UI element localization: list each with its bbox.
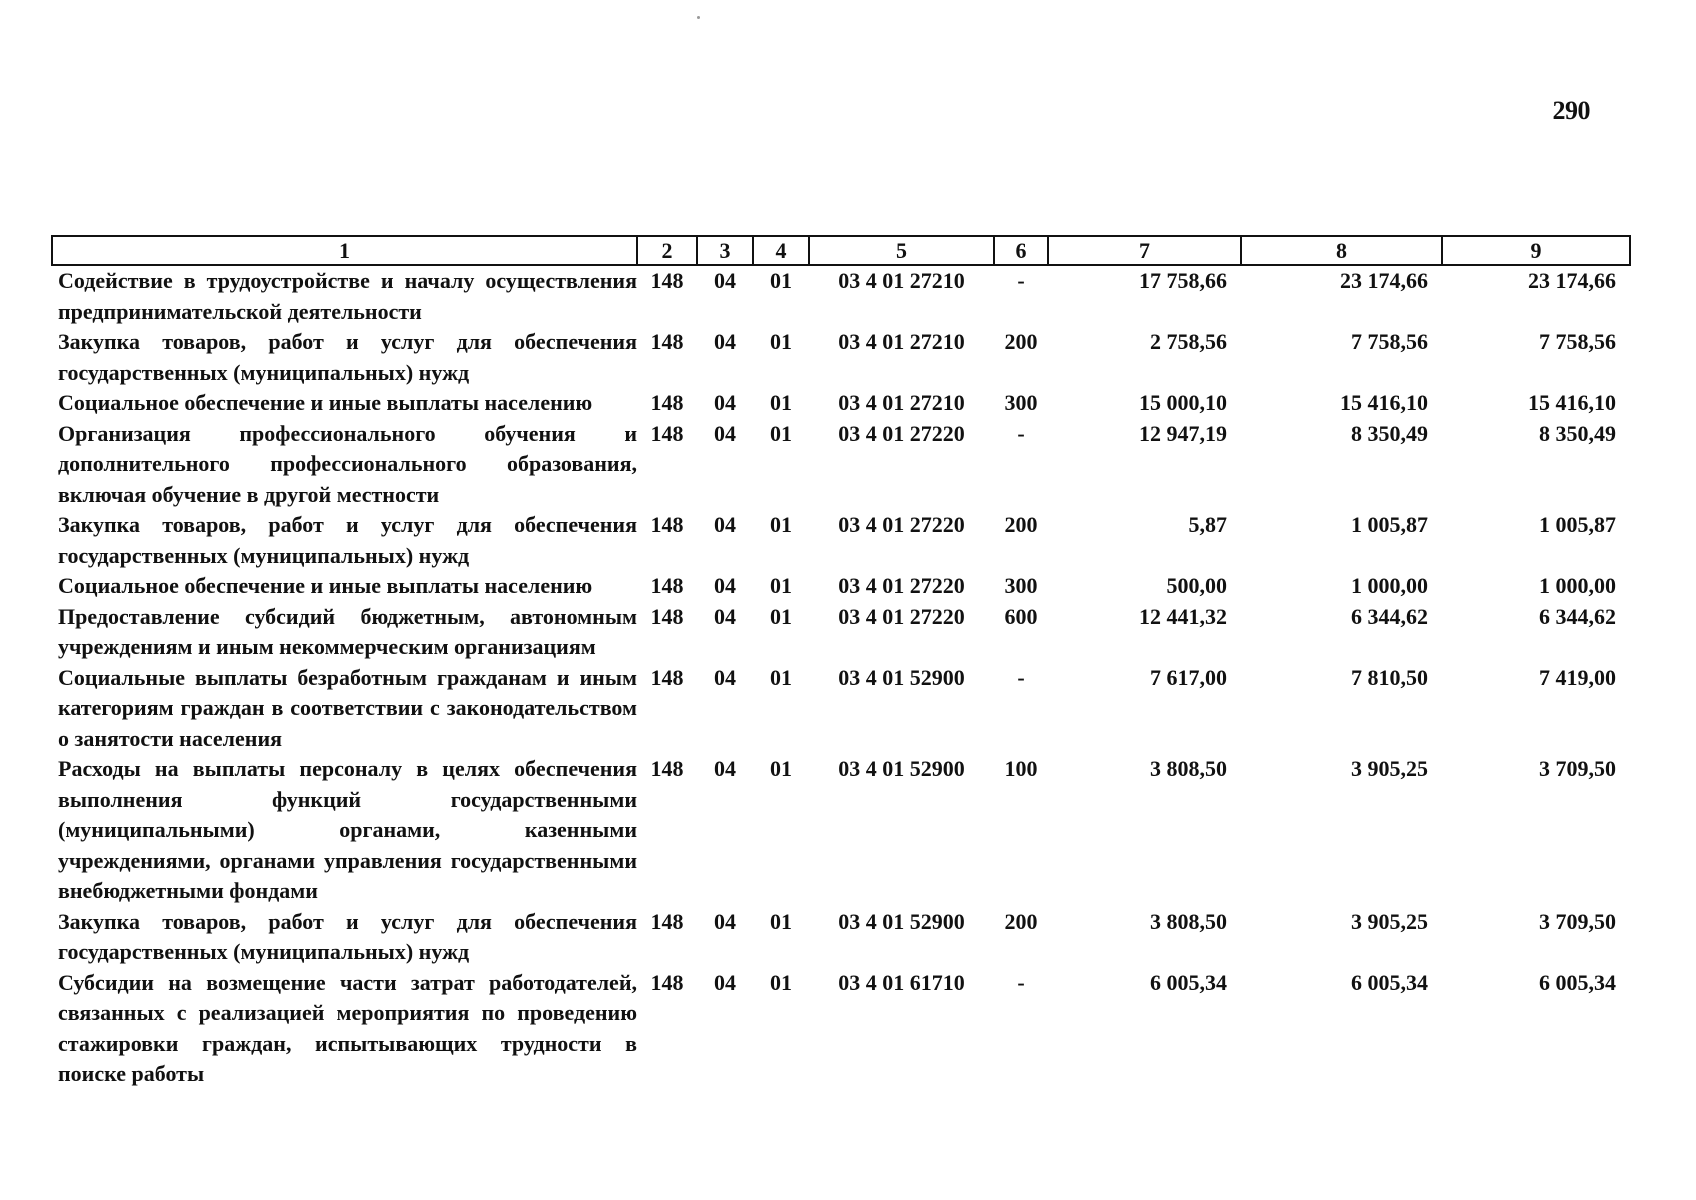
row-description: Социальное обеспечение и иные выплаты населению [58, 390, 593, 415]
column-header: 5 [809, 236, 994, 265]
table-row [52, 265, 1630, 327]
section-code: 04 [714, 908, 736, 934]
ministry-code: 148 [650, 512, 684, 537]
ministry-code: 148 [650, 603, 684, 629]
amount-col-7: 7 617,00 [1150, 664, 1227, 690]
column-header: 7 [1048, 236, 1241, 265]
section-code: 04 [714, 756, 736, 781]
column-header: 1 [52, 236, 637, 265]
amount-col-7: 15 000,10 [1139, 390, 1227, 415]
table-row [52, 663, 1630, 755]
amount-col-8: 7 758,56 [1351, 329, 1428, 354]
expense-type-code: - [1017, 664, 1025, 690]
ministry-code: 148 [650, 573, 684, 598]
section-code: 04 [714, 603, 736, 629]
table-row [52, 602, 1630, 663]
target-article-code: 03 4 01 27210 [838, 329, 965, 354]
table-row [52, 419, 1630, 511]
row-description: Социальное обеспечение и иные выплаты населению [58, 573, 593, 598]
amount-col-9: 3 709,50 [1539, 756, 1616, 781]
amount-col-8: 1 005,87 [1351, 512, 1428, 537]
section-code: 04 [714, 390, 736, 415]
column-header: 9 [1442, 236, 1630, 265]
expense-type-code: 300 [1004, 390, 1038, 415]
row-description: Закупка товаров, работ и услуг для обеспечения государственных (муниципальных) нужд [58, 512, 637, 568]
section-code: 04 [714, 512, 736, 537]
amount-col-7: 3 808,50 [1150, 908, 1227, 934]
amount-col-8: 8 350,49 [1351, 420, 1428, 446]
ministry-code: 148 [650, 664, 684, 690]
target-article-code: 03 4 01 27210 [838, 390, 965, 415]
amount-col-7: 6 005,34 [1150, 969, 1227, 995]
subsection-code: 01 [770, 603, 792, 629]
amount-col-8: 1 000,00 [1351, 573, 1428, 598]
section-code: 04 [714, 573, 736, 598]
row-description: Закупка товаров, работ и услуг для обеспечения государственных (муниципальных) нужд [58, 908, 637, 964]
amount-col-9: 3 709,50 [1539, 908, 1616, 934]
amount-col-7: 17 758,66 [1139, 268, 1227, 293]
ministry-code: 148 [650, 756, 684, 781]
table-row [52, 571, 1630, 602]
amount-col-8: 3 905,25 [1351, 756, 1428, 781]
table-header-row [52, 236, 1630, 265]
amount-col-7: 2 758,56 [1150, 329, 1227, 354]
amount-col-7: 12 947,19 [1139, 420, 1227, 446]
table-row [52, 510, 1630, 571]
amount-col-9: 15 416,10 [1528, 390, 1616, 415]
section-code: 04 [714, 969, 736, 995]
target-article-code: 03 4 01 52900 [838, 756, 965, 781]
amount-col-7: 12 441,32 [1139, 603, 1227, 629]
table-row [52, 327, 1630, 388]
row-description: Расходы на выплаты персоналу в целях обеспечения выполнения функций государственными (муниципальными) органами, казенными учреждениями, органами управления государственными внебюджетными фондами [58, 756, 637, 903]
amount-col-8: 7 810,50 [1351, 664, 1428, 690]
amount-col-9: 1 005,87 [1539, 512, 1616, 537]
amount-col-9: 6 344,62 [1539, 603, 1616, 629]
column-header: 2 [637, 236, 697, 265]
target-article-code: 03 4 01 27220 [838, 512, 965, 537]
column-header: 8 [1241, 236, 1442, 265]
section-code: 04 [714, 664, 736, 690]
target-article-code: 03 4 01 61710 [838, 969, 965, 995]
scan-speck [697, 16, 700, 19]
target-article-code: 03 4 01 27210 [838, 268, 965, 293]
ministry-code: 148 [650, 420, 684, 446]
expense-type-code: 300 [1004, 573, 1038, 598]
subsection-code: 01 [770, 664, 792, 690]
page-number: 290 [1552, 96, 1590, 125]
amount-col-7: 3 808,50 [1150, 756, 1227, 781]
subsection-code: 01 [770, 268, 792, 293]
amount-col-7: 5,87 [1188, 512, 1227, 537]
amount-col-8: 3 905,25 [1351, 908, 1428, 934]
amount-col-9: 7 419,00 [1539, 664, 1616, 690]
amount-col-8: 6 344,62 [1351, 603, 1428, 629]
row-description: Субсидии на возмещение части затрат работодателей, связанных с реализацией мероприятия по проведению стажировки граждан, испытывающих трудности в поиске работы [58, 969, 637, 1086]
subsection-code: 01 [770, 512, 792, 537]
subsection-code: 01 [770, 329, 792, 354]
target-article-code: 03 4 01 27220 [838, 420, 965, 446]
column-header: 3 [697, 236, 753, 265]
amount-col-8: 6 005,34 [1351, 969, 1428, 995]
table-row [52, 388, 1630, 419]
expense-type-code: - [1017, 420, 1025, 446]
subsection-code: 01 [770, 756, 792, 781]
amount-col-9: 8 350,49 [1539, 420, 1616, 446]
amount-col-9: 6 005,34 [1539, 969, 1616, 995]
budget-table [51, 235, 1631, 1090]
ministry-code: 148 [650, 329, 684, 354]
target-article-code: 03 4 01 52900 [838, 664, 965, 690]
table-row [52, 754, 1630, 907]
expense-type-code: 200 [1004, 908, 1038, 934]
row-description: Закупка товаров, работ и услуг для обеспечения государственных (муниципальных) нужд [58, 329, 637, 385]
section-code: 04 [714, 420, 736, 446]
ministry-code: 148 [650, 908, 684, 934]
subsection-code: 01 [770, 573, 792, 598]
amount-col-9: 23 174,66 [1528, 268, 1616, 293]
table-row [52, 907, 1630, 968]
section-code: 04 [714, 329, 736, 354]
section-code: 04 [714, 268, 736, 293]
amount-col-9: 7 758,56 [1539, 329, 1616, 354]
expense-type-code: 600 [1004, 603, 1038, 629]
expense-type-code: - [1017, 969, 1025, 995]
ministry-code: 148 [650, 390, 684, 415]
row-description: Предоставление субсидий бюджетным, автономным учреждениям и иным некоммерческим организациям [58, 603, 637, 659]
amount-col-9: 1 000,00 [1539, 573, 1616, 598]
column-header: 6 [994, 236, 1048, 265]
target-article-code: 03 4 01 52900 [838, 908, 965, 934]
expense-type-code: 200 [1004, 512, 1038, 537]
table-body [52, 265, 1630, 1090]
ministry-code: 148 [650, 268, 684, 293]
subsection-code: 01 [770, 420, 792, 446]
subsection-code: 01 [770, 390, 792, 415]
target-article-code: 03 4 01 27220 [838, 573, 965, 598]
row-description: Социальные выплаты безработным гражданам и иным категориям граждан в соответствии с законодательством о занятости населения [58, 664, 637, 751]
ministry-code: 148 [650, 969, 684, 995]
subsection-code: 01 [770, 908, 792, 934]
expense-type-code: 200 [1004, 329, 1038, 354]
expense-type-code: 100 [1004, 756, 1038, 781]
row-description: Содействие в трудоустройстве и началу осуществления предпринимательской деятельности [58, 268, 637, 324]
target-article-code: 03 4 01 27220 [838, 603, 965, 629]
expense-type-code: - [1017, 268, 1025, 293]
amount-col-8: 15 416,10 [1340, 390, 1428, 415]
subsection-code: 01 [770, 969, 792, 995]
amount-col-8: 23 174,66 [1340, 268, 1428, 293]
row-description: Организация профессионального обучения и дополнительного профессионального образования, включая обучение в другой местности [58, 420, 637, 507]
column-header: 4 [753, 236, 809, 265]
table-row [52, 968, 1630, 1090]
amount-col-7: 500,00 [1166, 573, 1227, 598]
